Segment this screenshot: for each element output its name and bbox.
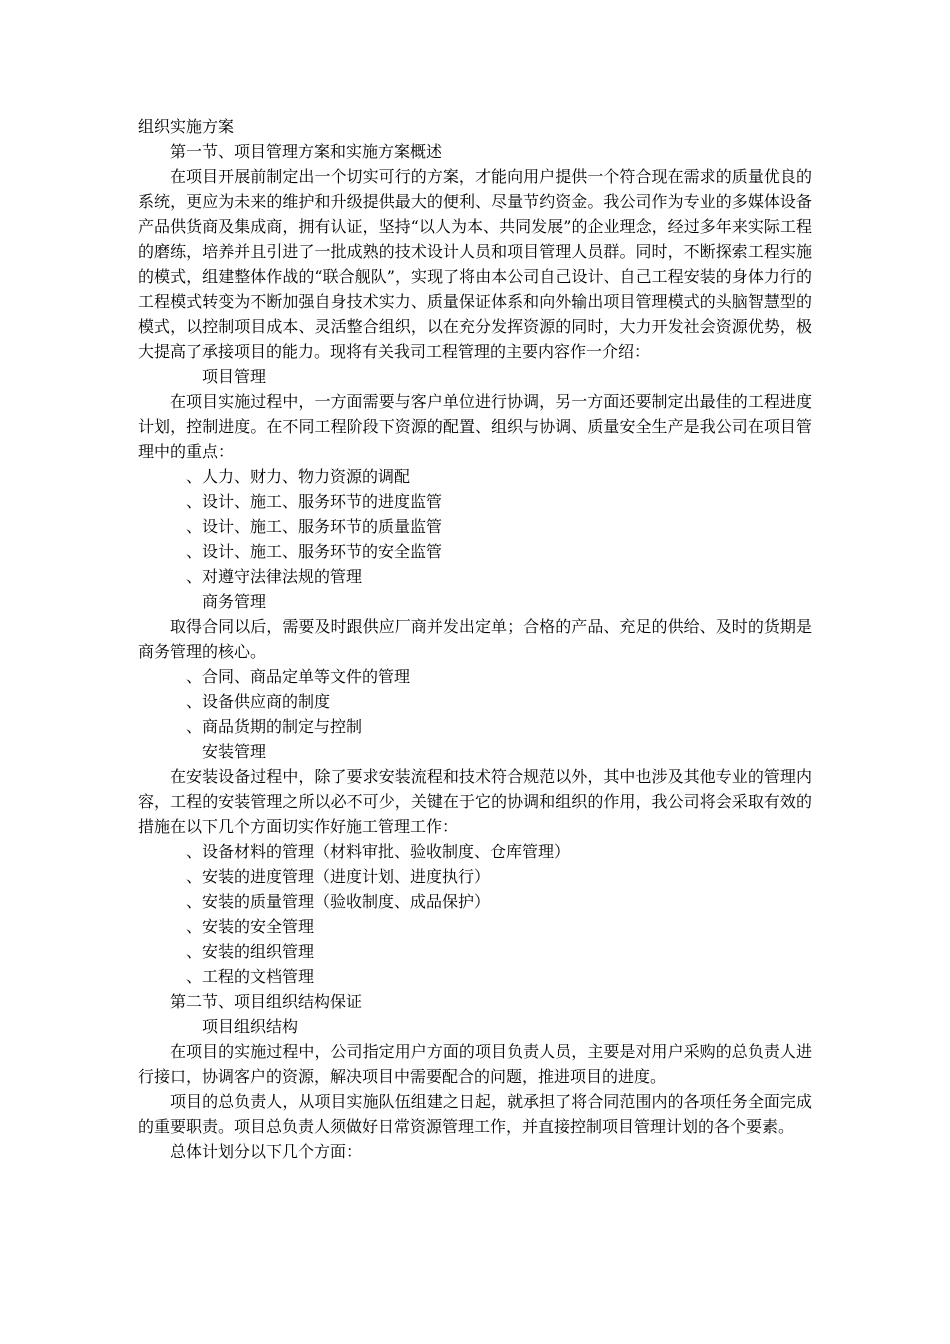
document-title: 组织实施方案 [138, 117, 235, 136]
list-item: 、合同、商品定单等文件的管理 [186, 667, 411, 686]
list-item: 、设备供应商的制度 [186, 692, 331, 711]
list-item: 、安装的质量管理（验收制度、成品保护） [186, 892, 491, 911]
org-paragraph-1: 在项目的实施过程中，公司指定用户方面的项目负责人员，主要是对用户采购的总负责人进行接口，协调客户的资源，解决项目中需要配合的问题，推进项目的进度。 [138, 1042, 812, 1086]
list-item: 、工程的文档管理 [186, 967, 315, 986]
install-mgmt-heading: 安装管理 [202, 742, 267, 761]
list-item: 、设计、施工、服务环节的安全监管 [186, 542, 443, 561]
business-mgmt-heading: 商务管理 [202, 592, 267, 611]
list-item: 、设计、施工、服务环节的进度监管 [186, 492, 443, 511]
list-item: 、安装的安全管理 [186, 917, 315, 936]
project-mgmt-heading: 项目管理 [202, 367, 267, 386]
list-item: 、安装的进度管理（进度计划、进度执行） [186, 867, 491, 886]
install-mgmt-text: 在安装设备过程中，除了要求安装流程和技术符合规范以外，其中也涉及其他专业的管理内容，工程的安装管理之所以必不可少，关键在于它的协调和组织的作用，我公司将会采取有效的措施在以下几个方面切实作好施工管理工作： [138, 767, 812, 836]
section-1-intro: 在项目开展前制定出一个切实可行的方案，才能向用户提供一个符合现在需求的质量优良的系统，更应为未来的维护和升级提供最大的便利、尽量节约资金。我公司作为专业的多媒体设备产品供货商及集成商，拥有认证，坚持“以人为本、共同发展”的企业理念，经过多年来实际工程的磨练，培养并且引进了一批成熟的技术设计人员和项目管理人员群。同时，不断探索工程实施的模式，组建整体作战的“联合舰队”，实现了将由本公司自己设计、自己工程安装的身体力行的工程模式转变为不断加强自身技术实力、质量保证体系和向外输出项目管理模式的头脑智慧型的模式，以控制项目成本、灵活整合组织，以在充分发挥资源的同时，大力开发社会资源优势，极大提高了承接项目的能力。现将有关我司工程管理的主要内容作一介绍： [138, 167, 812, 361]
project-mgmt-text: 在项目实施过程中，一方面需要与客户单位进行协调，另一方面还要制定出最佳的工程进度计划，控制进度。在不同工程阶段下资源的配置、组织与协调、质量安全生产是我公司在项目管理中的重点： [138, 392, 812, 461]
org-heading: 项目组织结构 [202, 1017, 299, 1036]
list-item: 、设计、施工、服务环节的质量监管 [186, 517, 443, 536]
org-paragraph-3: 总体计划分以下几个方面： [170, 1142, 363, 1161]
org-paragraph-2: 项目的总负责人，从项目实施队伍组建之日起，就承担了将合同范围内的各项任务全面完成的重要职责。项目总负责人须做好日常资源管理工作，并直接控制项目管理计划的各个要素。 [138, 1092, 812, 1136]
business-mgmt-text: 取得合同以后，需要及时跟供应厂商并发出定单；合格的产品、充足的供给、及时的货期是商务管理的核心。 [138, 617, 812, 661]
list-item: 、人力、财力、物力资源的调配 [186, 467, 411, 486]
section-1-heading: 第一节、项目管理方案和实施方案概述 [170, 142, 443, 161]
list-item: 、商品货期的制定与控制 [186, 717, 363, 736]
section-2-heading: 第二节、项目组织结构保证 [170, 992, 363, 1011]
list-item: 、设备材料的管理（材料审批、验收制度、仓库管理） [186, 842, 571, 861]
document-page [138, 114, 812, 1164]
list-item: 、安装的组织管理 [186, 942, 315, 961]
list-item: 、对遵守法律法规的管理 [186, 567, 363, 586]
